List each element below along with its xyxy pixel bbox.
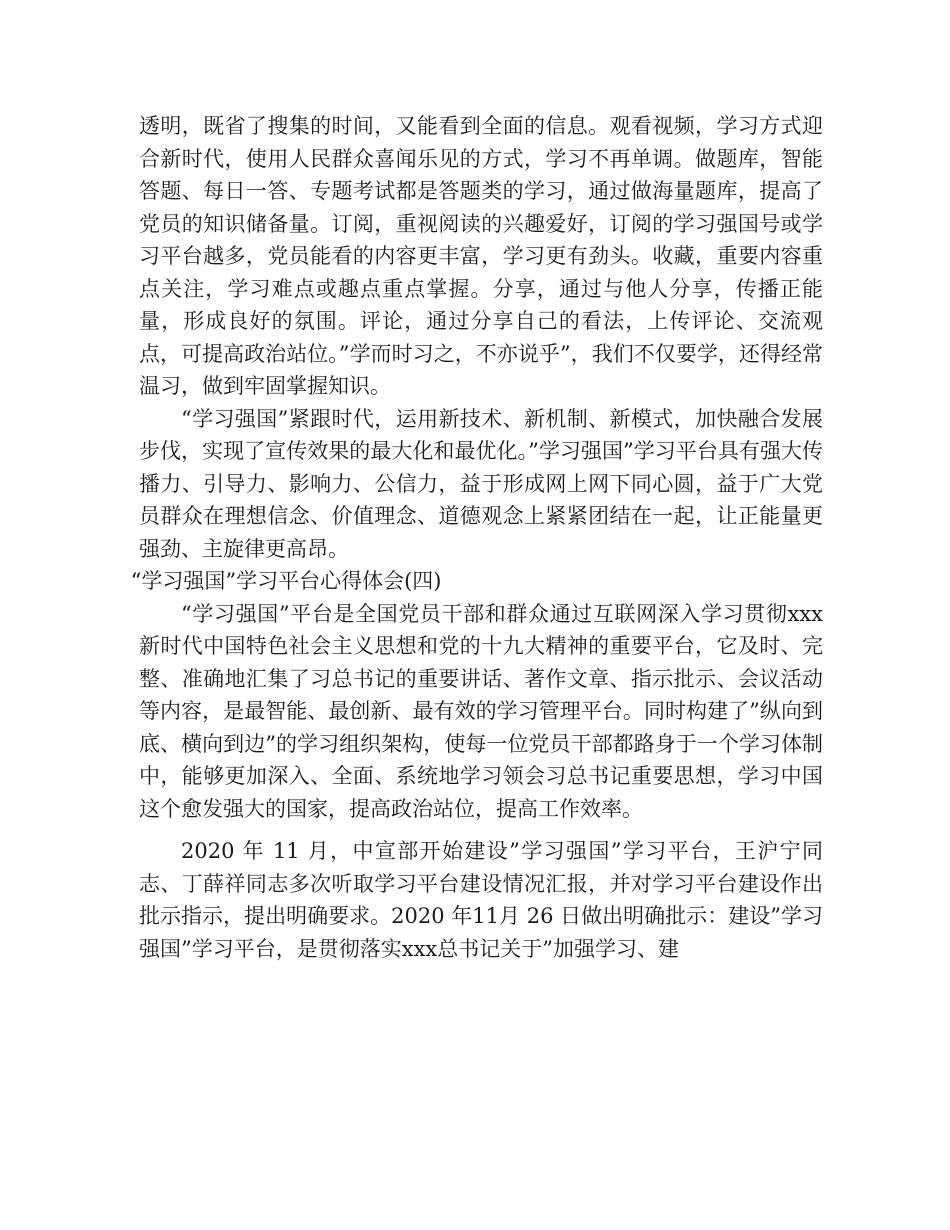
section-heading: “学习强国”学习平台心得体会(四)	[130, 569, 442, 593]
body-paragraph: 透明，既省了搜集的时间，又能看到全面的信息。观看视频，学习方式迎合新时代，使用人民群众喜闻乐见的方式，学习不再单调。做题库，智能答题、每日一答、专题考试都是答题类的学习，通过做海量题库，提高了党员的知识储备量。订阅，重视阅读的兴趣爱好，订阅的学习强国号或学习平台越多，党员能看的内容更丰富，学习更有劲头。收藏，重要内容重点关注，学习难点或趣点重点掌握。分享，通过与他人分享，传播正能量，形成良好的氛围。评论，通过分享自己的看法，上传评论、交流观点，可提高政治站位。”学而时习之，不亦说乎”，我们不仅要学，还得经常温习，做到牢固掌握知识。	[139, 114, 823, 398]
document-page	[130, 110, 823, 965]
body-paragraph: 2020 年 11 月，中宣部开始建设”学习强国”学习平台，王沪宁同志、丁薛祥同志多次听取学习平台建设情况汇报，并对学习平台建设作出批示指示，提出明确要求。2020 年11月 26 日做出明确批示：建设”学习强国”学习平台，是贯彻落实xxx总书记关于”加强学习、建	[139, 839, 823, 961]
body-paragraph: “学习强国”紧跟时代，运用新技术、新机制、新模式，加快融合发展步伐，实现了宣传效果的最大化和最优化。”学习强国”学习平台具有强大传播力、引导力、影响力、公信力，益于形成网上网下同心圆，益于广大党员群众在理想信念、价值理念、道德观念上紧紧团结在一起，让正能量更强劲、主旋律更高昂。	[139, 406, 823, 561]
body-paragraph: “学习强国”平台是全国党员干部和群众通过互联网深入学习贯彻xxx新时代中国特色社会主义思想和党的十九大精神的重要平台，它及时、完整、准确地汇集了习总书记的重要讲话、著作文章、指示批示、会议活动等内容，是最智能、最创新、最有效的学习管理平台。同时构建了”纵向到底、横向到边”的学习组织架构，使每一位党员干部都路身于一个学习体制中，能够更加深入、全面、系统地学习领会习总书记重要思想，学习中国这个愈发强大的国家，提高政治站位，提高工作效率。	[139, 601, 823, 821]
